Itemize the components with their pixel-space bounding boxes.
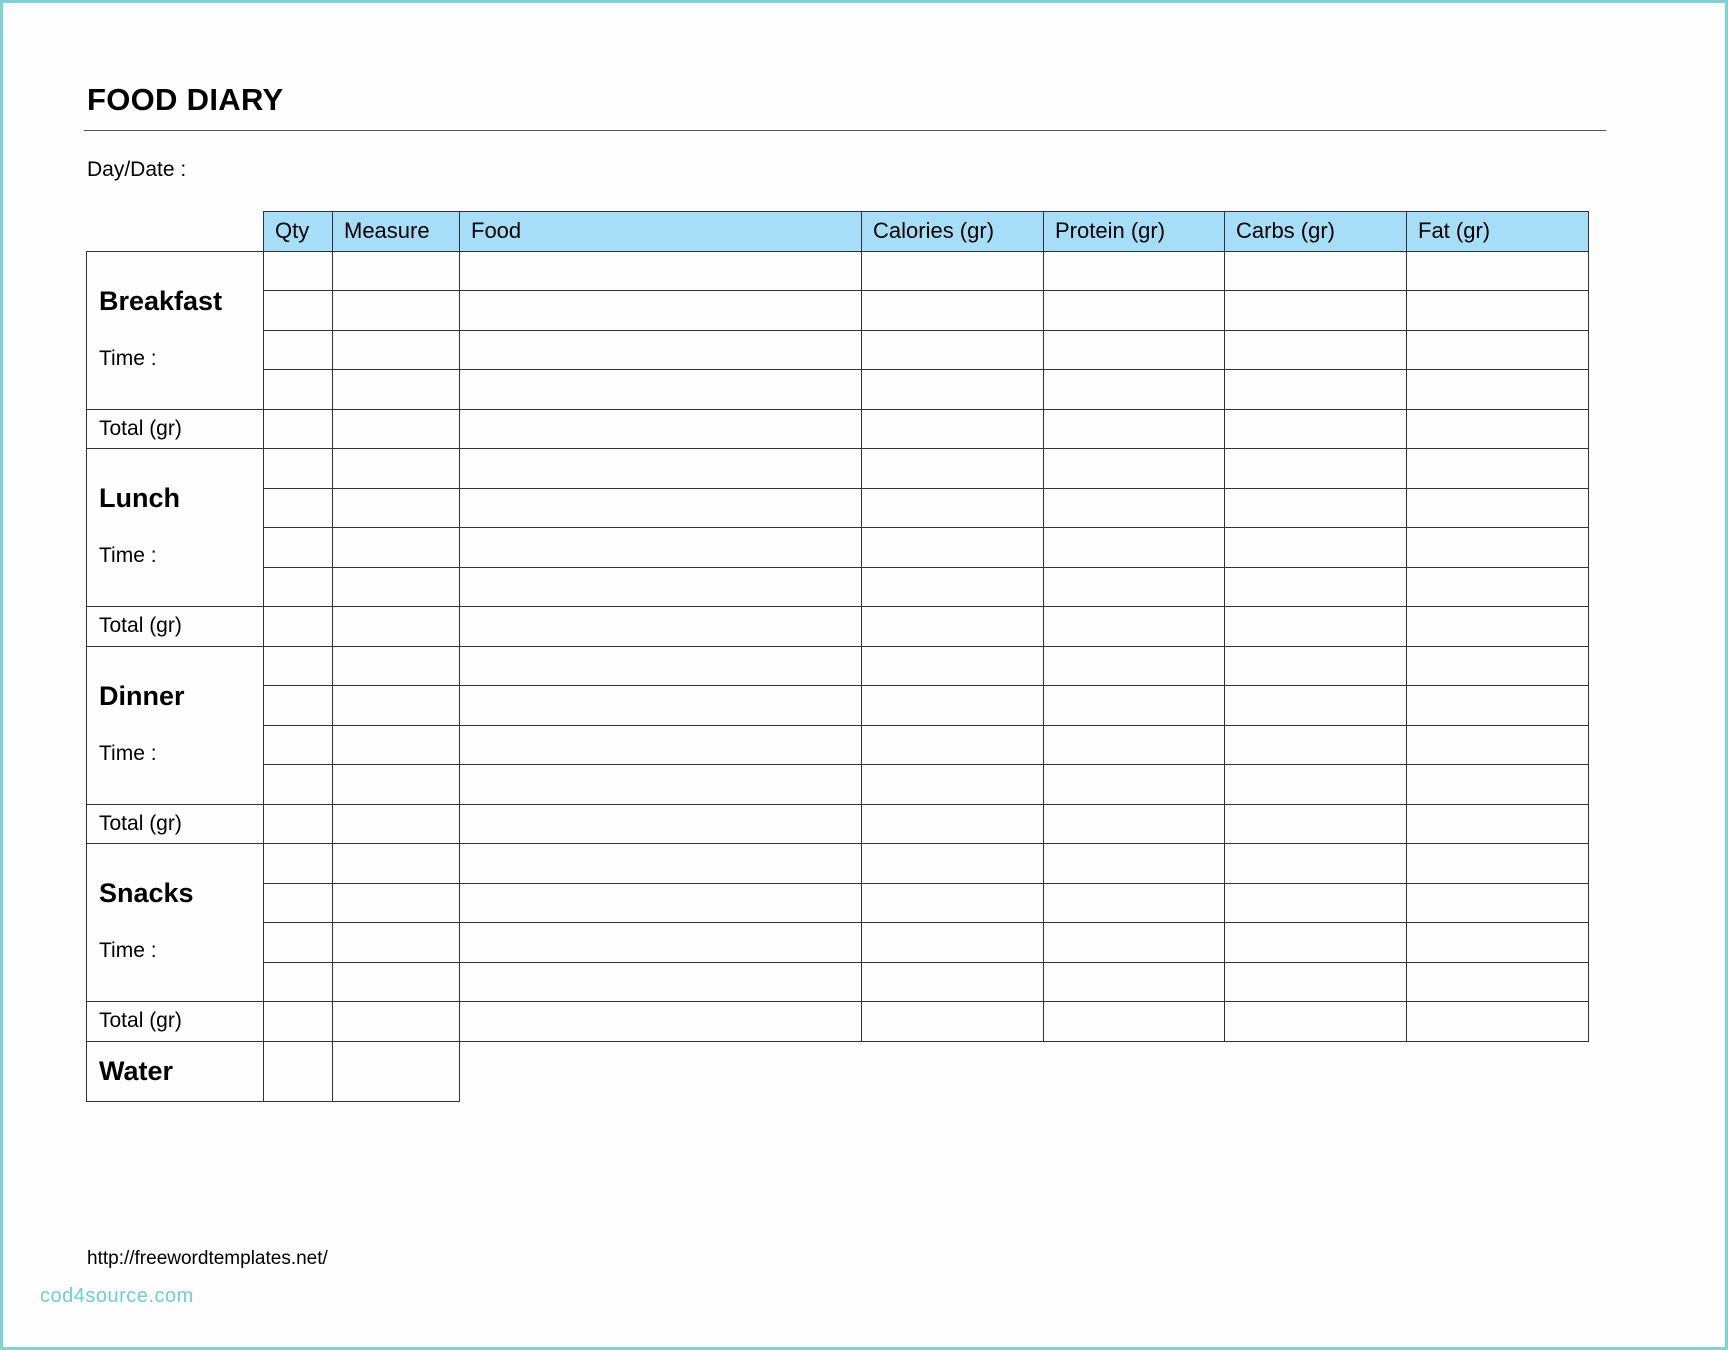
entry-measure-cell[interactable]	[333, 291, 460, 331]
entry-qty-cell[interactable]	[264, 962, 333, 1002]
total-food-cell[interactable]	[460, 607, 862, 647]
entry-measure-cell[interactable]	[333, 962, 460, 1002]
entry-protein-cell[interactable]	[1044, 370, 1225, 410]
entry-qty-cell[interactable]	[264, 567, 333, 607]
entry-food-cell[interactable]	[460, 528, 862, 568]
entry-calories-cell[interactable]	[862, 765, 1044, 805]
entry-fat-cell[interactable]	[1407, 567, 1589, 607]
entry-fat-cell[interactable]	[1407, 686, 1589, 726]
total-calories-cell[interactable]	[862, 804, 1044, 844]
total-carbs-cell[interactable]	[1225, 409, 1407, 449]
entry-measure-cell[interactable]	[333, 330, 460, 370]
meal-entry-row	[87, 449, 1589, 489]
meal-time-label: Time :	[99, 741, 157, 765]
entry-food-cell[interactable]	[460, 567, 862, 607]
total-qty-cell[interactable]	[264, 409, 333, 449]
total-qty-cell[interactable]	[264, 607, 333, 647]
total-food-cell[interactable]	[460, 1002, 862, 1042]
entry-calories-cell[interactable]	[862, 528, 1044, 568]
entry-carbs-cell[interactable]	[1225, 883, 1407, 923]
entry-fat-cell[interactable]	[1407, 330, 1589, 370]
water-qty-cell[interactable]	[264, 1041, 333, 1101]
meal-entry-row	[87, 488, 1589, 528]
entry-food-cell[interactable]	[460, 883, 862, 923]
water-label: Water	[87, 1041, 264, 1101]
total-protein-cell[interactable]	[1044, 804, 1225, 844]
entry-carbs-cell[interactable]	[1225, 567, 1407, 607]
total-food-cell[interactable]	[460, 804, 862, 844]
entry-calories-cell[interactable]	[862, 962, 1044, 1002]
entry-fat-cell[interactable]	[1407, 291, 1589, 331]
column-header-measure: Measure	[333, 212, 460, 252]
title-divider	[84, 130, 1606, 131]
column-header-carbs: Carbs (gr)	[1225, 212, 1407, 252]
entry-protein-cell[interactable]	[1044, 449, 1225, 489]
entry-protein-cell[interactable]	[1044, 330, 1225, 370]
meal-entry-row	[87, 646, 1589, 686]
meal-entry-row	[87, 686, 1589, 726]
entry-measure-cell[interactable]	[333, 686, 460, 726]
total-fat-cell[interactable]	[1407, 607, 1589, 647]
meal-total-row	[87, 804, 1589, 844]
entry-calories-cell[interactable]	[862, 370, 1044, 410]
entry-measure-cell[interactable]	[333, 370, 460, 410]
entry-protein-cell[interactable]	[1044, 844, 1225, 884]
entry-fat-cell[interactable]	[1407, 962, 1589, 1002]
total-carbs-cell[interactable]	[1225, 1002, 1407, 1042]
column-header-fat: Fat (gr)	[1407, 212, 1589, 252]
entry-food-cell[interactable]	[460, 291, 862, 331]
total-label: Total (gr)	[87, 1002, 264, 1042]
entry-protein-cell[interactable]	[1044, 291, 1225, 331]
entry-qty-cell[interactable]	[264, 528, 333, 568]
entry-food-cell[interactable]	[460, 962, 862, 1002]
entry-protein-cell[interactable]	[1044, 646, 1225, 686]
entry-measure-cell[interactable]	[333, 449, 460, 489]
empty-space	[1407, 1041, 1589, 1101]
meal-entry-row	[87, 291, 1589, 331]
total-protein-cell[interactable]	[1044, 409, 1225, 449]
entry-carbs-cell[interactable]	[1225, 488, 1407, 528]
meal-total-row	[87, 607, 1589, 647]
meal-entry-row	[87, 962, 1589, 1002]
meal-entry-row	[87, 923, 1589, 963]
entry-qty-cell[interactable]	[264, 725, 333, 765]
entry-qty-cell[interactable]	[264, 883, 333, 923]
header-corner	[87, 212, 264, 252]
entry-fat-cell[interactable]	[1407, 923, 1589, 963]
empty-space	[862, 1041, 1044, 1101]
empty-space	[1225, 1041, 1407, 1101]
entry-carbs-cell[interactable]	[1225, 370, 1407, 410]
total-calories-cell[interactable]	[862, 409, 1044, 449]
entry-calories-cell[interactable]	[862, 646, 1044, 686]
entry-food-cell[interactable]	[460, 923, 862, 963]
total-carbs-cell[interactable]	[1225, 607, 1407, 647]
entry-carbs-cell[interactable]	[1225, 528, 1407, 568]
total-fat-cell[interactable]	[1407, 409, 1589, 449]
meal-entry-row	[87, 567, 1589, 607]
meal-total-row	[87, 1002, 1589, 1042]
entry-measure-cell[interactable]	[333, 646, 460, 686]
entry-carbs-cell[interactable]	[1225, 291, 1407, 331]
page-title: FOOD DIARY	[87, 82, 284, 117]
entry-food-cell[interactable]	[460, 488, 862, 528]
entry-calories-cell[interactable]	[862, 923, 1044, 963]
entry-calories-cell[interactable]	[862, 251, 1044, 291]
entry-qty-cell[interactable]	[264, 646, 333, 686]
entry-qty-cell[interactable]	[264, 488, 333, 528]
total-label: Total (gr)	[87, 804, 264, 844]
entry-fat-cell[interactable]	[1407, 370, 1589, 410]
total-measure-cell[interactable]	[333, 804, 460, 844]
meal-entry-row	[87, 765, 1589, 805]
entry-fat-cell[interactable]	[1407, 646, 1589, 686]
entry-calories-cell[interactable]	[862, 883, 1044, 923]
entry-protein-cell[interactable]	[1044, 883, 1225, 923]
entry-measure-cell[interactable]	[333, 567, 460, 607]
entry-calories-cell[interactable]	[862, 567, 1044, 607]
meal-label-cell	[87, 844, 264, 1002]
entry-carbs-cell[interactable]	[1225, 449, 1407, 489]
meal-total-row	[87, 409, 1589, 449]
total-protein-cell[interactable]	[1044, 1002, 1225, 1042]
meal-label-cell	[87, 449, 264, 607]
total-calories-cell[interactable]	[862, 607, 1044, 647]
entry-carbs-cell[interactable]	[1225, 923, 1407, 963]
entry-measure-cell[interactable]	[333, 488, 460, 528]
entry-food-cell[interactable]	[460, 844, 862, 884]
entry-food-cell[interactable]	[460, 686, 862, 726]
total-measure-cell[interactable]	[333, 607, 460, 647]
entry-carbs-cell[interactable]	[1225, 686, 1407, 726]
meal-name: Breakfast	[99, 285, 223, 316]
header-row	[87, 212, 1589, 252]
entry-calories-cell[interactable]	[862, 725, 1044, 765]
meal-entry-row	[87, 883, 1589, 923]
entry-protein-cell[interactable]	[1044, 923, 1225, 963]
entry-qty-cell[interactable]	[264, 370, 333, 410]
total-protein-cell[interactable]	[1044, 607, 1225, 647]
entry-calories-cell[interactable]	[862, 488, 1044, 528]
entry-fat-cell[interactable]	[1407, 251, 1589, 291]
total-food-cell[interactable]	[460, 409, 862, 449]
entry-carbs-cell[interactable]	[1225, 962, 1407, 1002]
entry-carbs-cell[interactable]	[1225, 251, 1407, 291]
column-header-food: Food	[460, 212, 862, 252]
empty-space	[460, 1041, 862, 1101]
entry-calories-cell[interactable]	[862, 686, 1044, 726]
entry-protein-cell[interactable]	[1044, 567, 1225, 607]
food-diary-table	[86, 211, 1589, 1102]
footer-url[interactable]: http://freewordtemplates.net/	[87, 1248, 328, 1269]
entry-food-cell[interactable]	[460, 330, 862, 370]
entry-calories-cell[interactable]	[862, 291, 1044, 331]
entry-measure-cell[interactable]	[333, 883, 460, 923]
entry-qty-cell[interactable]	[264, 291, 333, 331]
entry-protein-cell[interactable]	[1044, 765, 1225, 805]
total-label: Total (gr)	[87, 607, 264, 647]
entry-calories-cell[interactable]	[862, 844, 1044, 884]
entry-fat-cell[interactable]	[1407, 844, 1589, 884]
column-header-calories: Calories (gr)	[862, 212, 1044, 252]
entry-carbs-cell[interactable]	[1225, 725, 1407, 765]
meal-entry-row	[87, 251, 1589, 291]
entry-qty-cell[interactable]	[264, 686, 333, 726]
entry-measure-cell[interactable]	[333, 844, 460, 884]
entry-carbs-cell[interactable]	[1225, 330, 1407, 370]
meal-time-label: Time :	[99, 544, 157, 567]
entry-food-cell[interactable]	[460, 251, 862, 291]
entry-carbs-cell[interactable]	[1225, 844, 1407, 884]
entry-qty-cell[interactable]	[264, 330, 333, 370]
entry-fat-cell[interactable]	[1407, 883, 1589, 923]
entry-protein-cell[interactable]	[1044, 251, 1225, 291]
total-qty-cell[interactable]	[264, 804, 333, 844]
day-date-label: Day/Date :	[87, 158, 187, 181]
entry-calories-cell[interactable]	[862, 449, 1044, 489]
watermark: cod4source.com	[40, 1285, 194, 1307]
meal-entry-row	[87, 330, 1589, 370]
entry-fat-cell[interactable]	[1407, 725, 1589, 765]
entry-qty-cell[interactable]	[264, 765, 333, 805]
entry-carbs-cell[interactable]	[1225, 765, 1407, 805]
column-header-protein: Protein (gr)	[1044, 212, 1225, 252]
water-measure-cell[interactable]	[333, 1041, 460, 1101]
entry-protein-cell[interactable]	[1044, 725, 1225, 765]
column-header-qty: Qty	[264, 212, 333, 252]
total-fat-cell[interactable]	[1407, 804, 1589, 844]
entry-protein-cell[interactable]	[1044, 686, 1225, 726]
meal-time-label: Time :	[99, 939, 157, 962]
entry-measure-cell[interactable]	[333, 765, 460, 805]
total-fat-cell[interactable]	[1407, 1002, 1589, 1042]
entry-food-cell[interactable]	[460, 449, 862, 489]
entry-measure-cell[interactable]	[333, 923, 460, 963]
total-measure-cell[interactable]	[333, 1002, 460, 1042]
meal-name: Lunch	[99, 483, 180, 513]
entry-calories-cell[interactable]	[862, 330, 1044, 370]
entry-food-cell[interactable]	[460, 646, 862, 686]
meal-entry-row	[87, 725, 1589, 765]
empty-space	[1044, 1041, 1225, 1101]
entry-protein-cell[interactable]	[1044, 962, 1225, 1002]
entry-fat-cell[interactable]	[1407, 528, 1589, 568]
meal-name: Snacks	[99, 878, 194, 908]
meal-label-cell	[87, 646, 264, 804]
entry-fat-cell[interactable]	[1407, 765, 1589, 805]
entry-measure-cell[interactable]	[333, 725, 460, 765]
entry-food-cell[interactable]	[460, 765, 862, 805]
total-calories-cell[interactable]	[862, 1002, 1044, 1042]
meal-entry-row	[87, 528, 1589, 568]
total-label: Total (gr)	[87, 409, 264, 449]
entry-fat-cell[interactable]	[1407, 488, 1589, 528]
total-carbs-cell[interactable]	[1225, 804, 1407, 844]
entry-qty-cell[interactable]	[264, 449, 333, 489]
meal-entry-row	[87, 370, 1589, 410]
entry-food-cell[interactable]	[460, 370, 862, 410]
entry-measure-cell[interactable]	[333, 251, 460, 291]
water-row	[87, 1041, 1589, 1101]
entry-carbs-cell[interactable]	[1225, 646, 1407, 686]
entry-qty-cell[interactable]	[264, 251, 333, 291]
entry-measure-cell[interactable]	[333, 528, 460, 568]
entry-food-cell[interactable]	[460, 725, 862, 765]
meal-time-label: Time :	[99, 346, 157, 370]
meal-name: Dinner	[99, 680, 185, 711]
meal-entry-row	[87, 844, 1589, 884]
entry-fat-cell[interactable]	[1407, 449, 1589, 489]
diary-body	[87, 251, 1589, 1101]
entry-qty-cell[interactable]	[264, 923, 333, 963]
total-measure-cell[interactable]	[333, 409, 460, 449]
meal-label-cell	[87, 251, 264, 409]
entry-qty-cell[interactable]	[264, 844, 333, 884]
entry-protein-cell[interactable]	[1044, 488, 1225, 528]
total-qty-cell[interactable]	[264, 1002, 333, 1042]
entry-protein-cell[interactable]	[1044, 528, 1225, 568]
